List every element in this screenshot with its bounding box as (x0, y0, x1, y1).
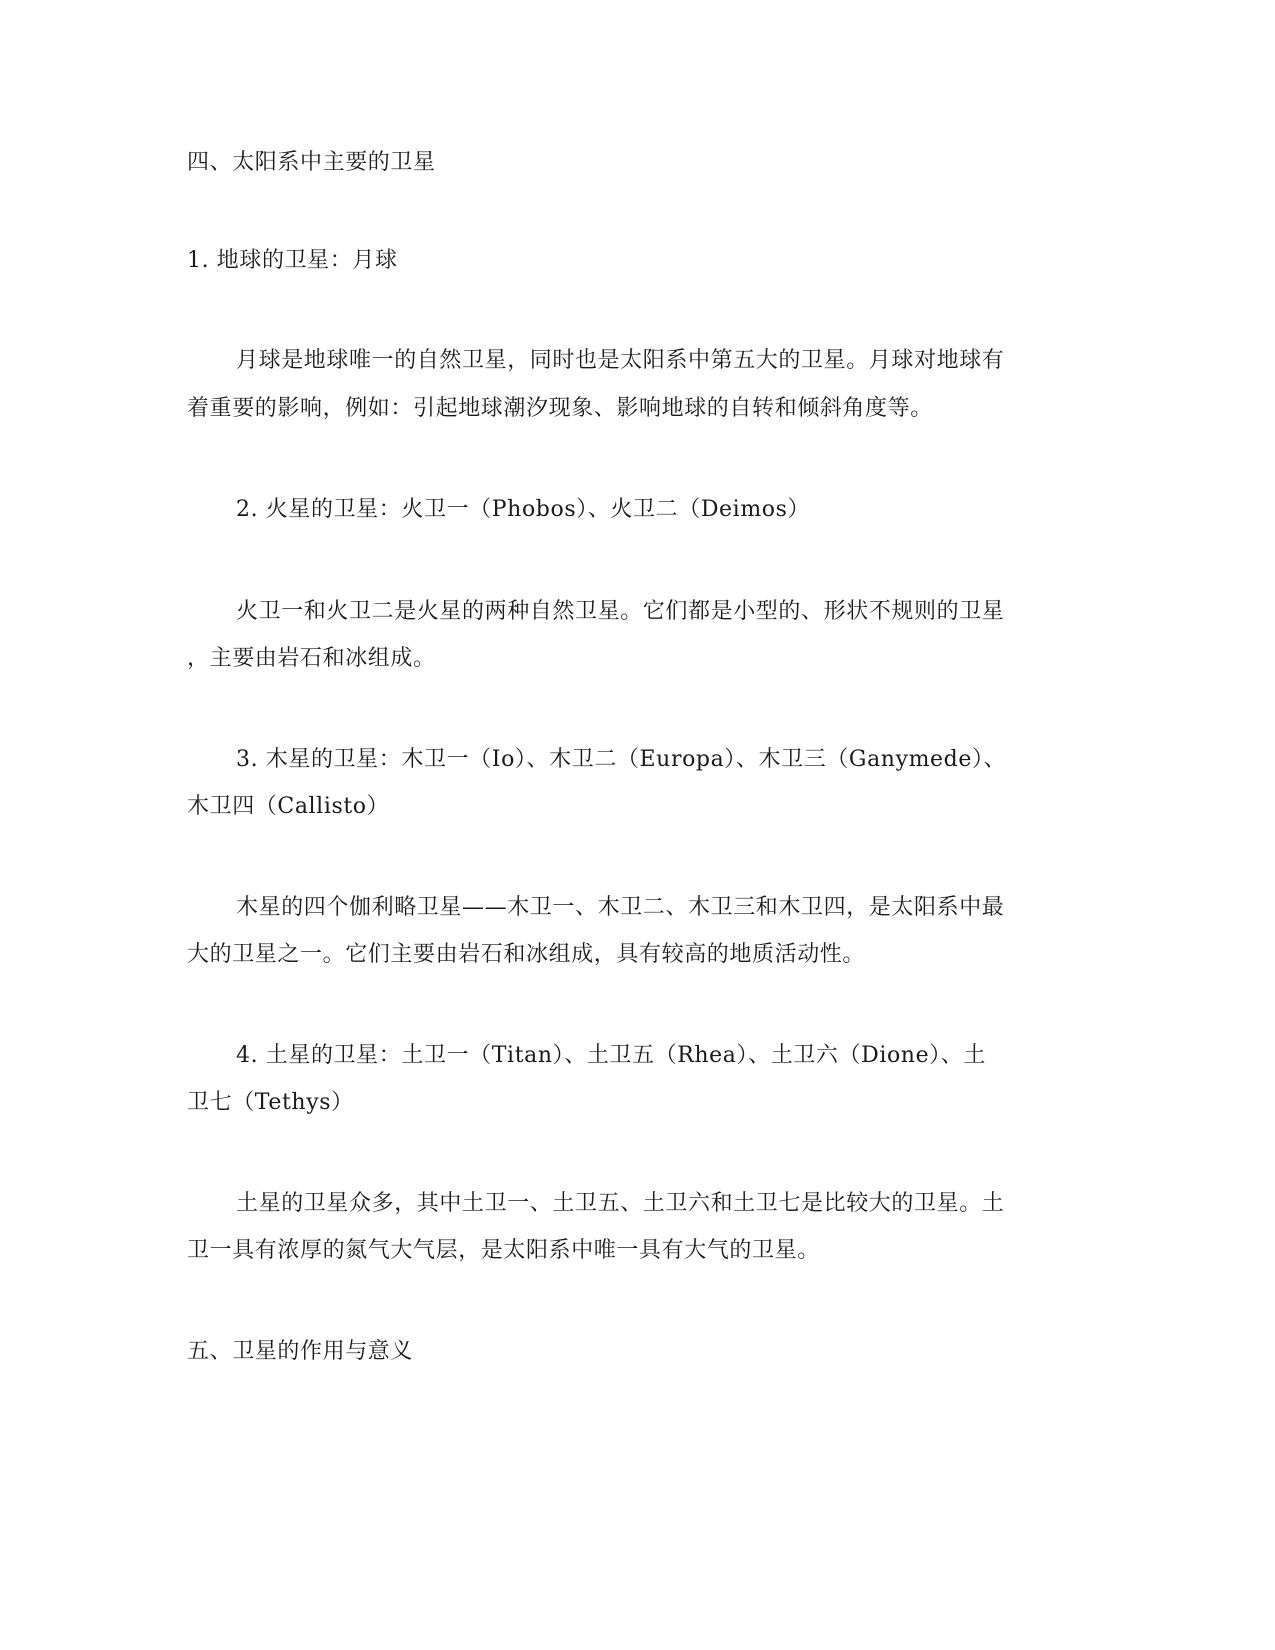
item-1-paragraph-line-2: 着重要的影响，例如：引起地球潮汐现象、影响地球的自转和倾斜角度等。 (187, 396, 933, 421)
item-3-heading-line-2: 木卫四（Callisto） (187, 794, 390, 819)
item-2-heading: 2. 火星的卫星：火卫一（Phobos）、火卫二（Deimos） (236, 497, 811, 522)
item-4-heading-line-2: 卫七（Tethys） (187, 1090, 354, 1115)
item-3-paragraph-line-1: 木星的四个伽利略卫星——木卫一、木卫二、木卫三和木卫四，是太阳系中最 (236, 895, 1005, 920)
section-4-heading: 四、太阳系中主要的卫星 (187, 150, 436, 175)
item-2-paragraph-line-1: 火卫一和火卫二是火星的两种自然卫星。它们都是小型的、形状不规则的卫星 (236, 599, 1005, 624)
item-2-paragraph-line-2: ，主要由岩石和冰组成。 (187, 646, 436, 671)
item-4-paragraph-line-2: 卫一具有浓厚的氮气大气层，是太阳系中唯一具有大气的卫星。 (187, 1238, 820, 1263)
item-4-heading-line-1: 4. 土星的卫星：土卫一（Titan）、土卫五（Rhea）、土卫六（Dione）、土 (236, 1043, 986, 1068)
item-3-paragraph-line-2: 大的卫星之一。它们主要由岩石和冰组成，具有较高的地质活动性。 (187, 942, 866, 967)
item-3-heading-line-1: 3. 木星的卫星：木卫一（Io）、木卫二（Europa）、木卫三（Ganymede）、 (236, 747, 1007, 772)
item-1-paragraph-line-1: 月球是地球唯一的自然卫星，同时也是太阳系中第五大的卫星。月球对地球有 (236, 348, 1005, 373)
item-1-heading: 1. 地球的卫星：月球 (187, 248, 398, 273)
item-4-paragraph-line-1: 土星的卫星众多，其中土卫一、土卫五、土卫六和土卫七是比较大的卫星。土 (236, 1191, 1005, 1216)
section-5-heading: 五、卫星的作用与意义 (187, 1339, 414, 1364)
